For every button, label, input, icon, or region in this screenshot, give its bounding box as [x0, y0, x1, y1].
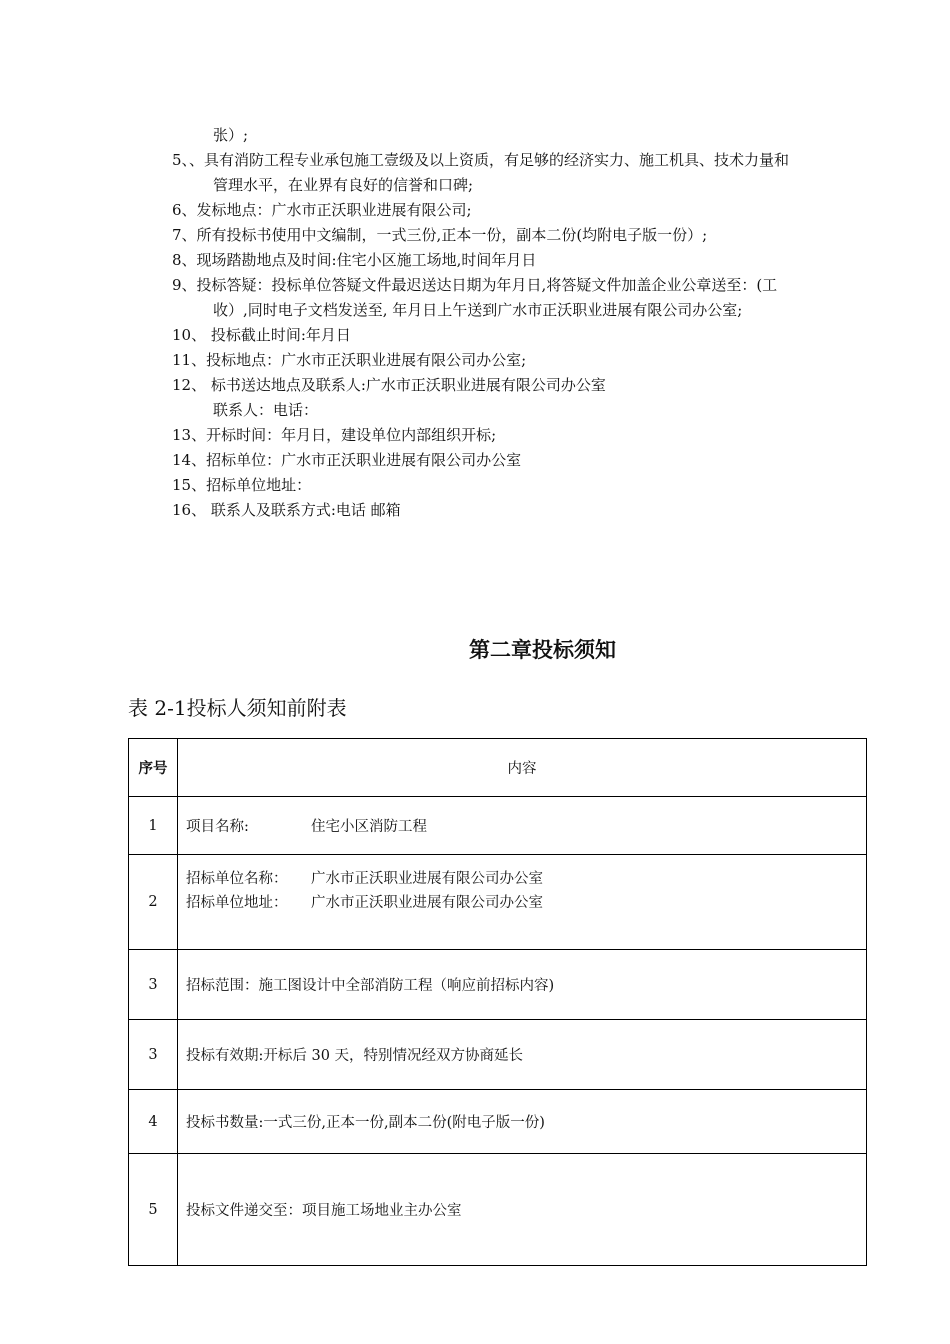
- list-line: 11、投标地点：广水市正沃职业进展有限公司办公室;: [172, 351, 527, 369]
- row-content: 招标范围：施工图设计中全部消防工程（响应前招标内容): [178, 950, 867, 1020]
- row-content: [178, 797, 867, 855]
- list-line: 9、投标答疑：投标单位答疑文件最迟送达日期为年月日,将答疑文件加盖企业公章送至：(工: [172, 276, 778, 294]
- row-number: 3: [129, 950, 178, 1020]
- list-line: 10、 投标截止时间:年月日: [172, 326, 351, 344]
- row-content: 投标文件递交至：项目施工场地业主办公室: [178, 1154, 867, 1266]
- row-content: [178, 855, 867, 950]
- list-line: 收）,同时电子文档发送至, 年月日上午送到广水市正沃职业进展有限公司办公室;: [213, 301, 743, 319]
- row-number: 1: [129, 797, 178, 855]
- table-caption: 表 2-1投标人须知前附表: [128, 696, 347, 720]
- list-line: 14、招标单位：广水市正沃职业进展有限公司办公室: [172, 451, 522, 469]
- list-line: 16、 联系人及联系方式:电话 邮箱: [172, 501, 401, 519]
- table-header-row: [129, 739, 867, 797]
- list-line: 15、招标单位地址：: [172, 476, 312, 494]
- table-row: [129, 1154, 867, 1266]
- bid-info-table: [128, 738, 867, 1266]
- list-line: 张）;: [213, 126, 249, 144]
- row-number: 5: [129, 1154, 178, 1266]
- row-content: 投标有效期:开标后 30 天，特别情况经双方协商延长: [178, 1020, 867, 1090]
- row-number: 3: [129, 1020, 178, 1090]
- table-row: [129, 1020, 867, 1090]
- list-line: 管理水平，在业界有良好的信誉和口碑;: [213, 176, 474, 194]
- row-number: 4: [129, 1090, 178, 1154]
- row-value: 广水市正沃职业进展有限公司办公室: [311, 895, 543, 911]
- chapter-title: 第二章投标须知: [469, 638, 616, 662]
- table-row: [129, 950, 867, 1020]
- row-value: 住宅小区消防工程: [311, 819, 427, 835]
- list-line: 13、开标时间：年月日，建设单位内部组织开标;: [172, 426, 497, 444]
- table-row: [129, 855, 867, 950]
- row-number: 2: [129, 855, 178, 950]
- header-content: 内容: [178, 739, 867, 797]
- list-line: 8、现场踏勘地点及时间:住宅小区施工场地,时间年月日: [172, 251, 537, 269]
- table-row: [129, 797, 867, 855]
- list-line: 联系人：电话：: [213, 401, 319, 419]
- list-line: 7、所有投标书使用中文编制，一式三份,正本一份，副本二份(均附电子版一份）;: [172, 226, 708, 244]
- row-value: 广水市正沃职业进展有限公司办公室: [311, 871, 543, 887]
- row-label: 项目名称:: [186, 819, 249, 835]
- list-line: 6、发标地点：广水市正沃职业进展有限公司;: [172, 201, 472, 219]
- list-line: 5、、具有消防工程专业承包施工壹级及以上资质，有足够的经济实力、施工机具、技术力量和: [172, 151, 790, 169]
- row-label: 招标单位名称：: [186, 871, 288, 887]
- row-label: 招标单位地址：: [186, 895, 288, 911]
- table-row: [129, 1090, 867, 1154]
- list-line: 12、 标书送达地点及联系人:广水市正沃职业进展有限公司办公室: [172, 376, 606, 394]
- header-serial: 序号: [129, 739, 178, 797]
- row-content: 投标书数量:一式三份,正本一份,副本二份(附电子版一份): [178, 1090, 867, 1154]
